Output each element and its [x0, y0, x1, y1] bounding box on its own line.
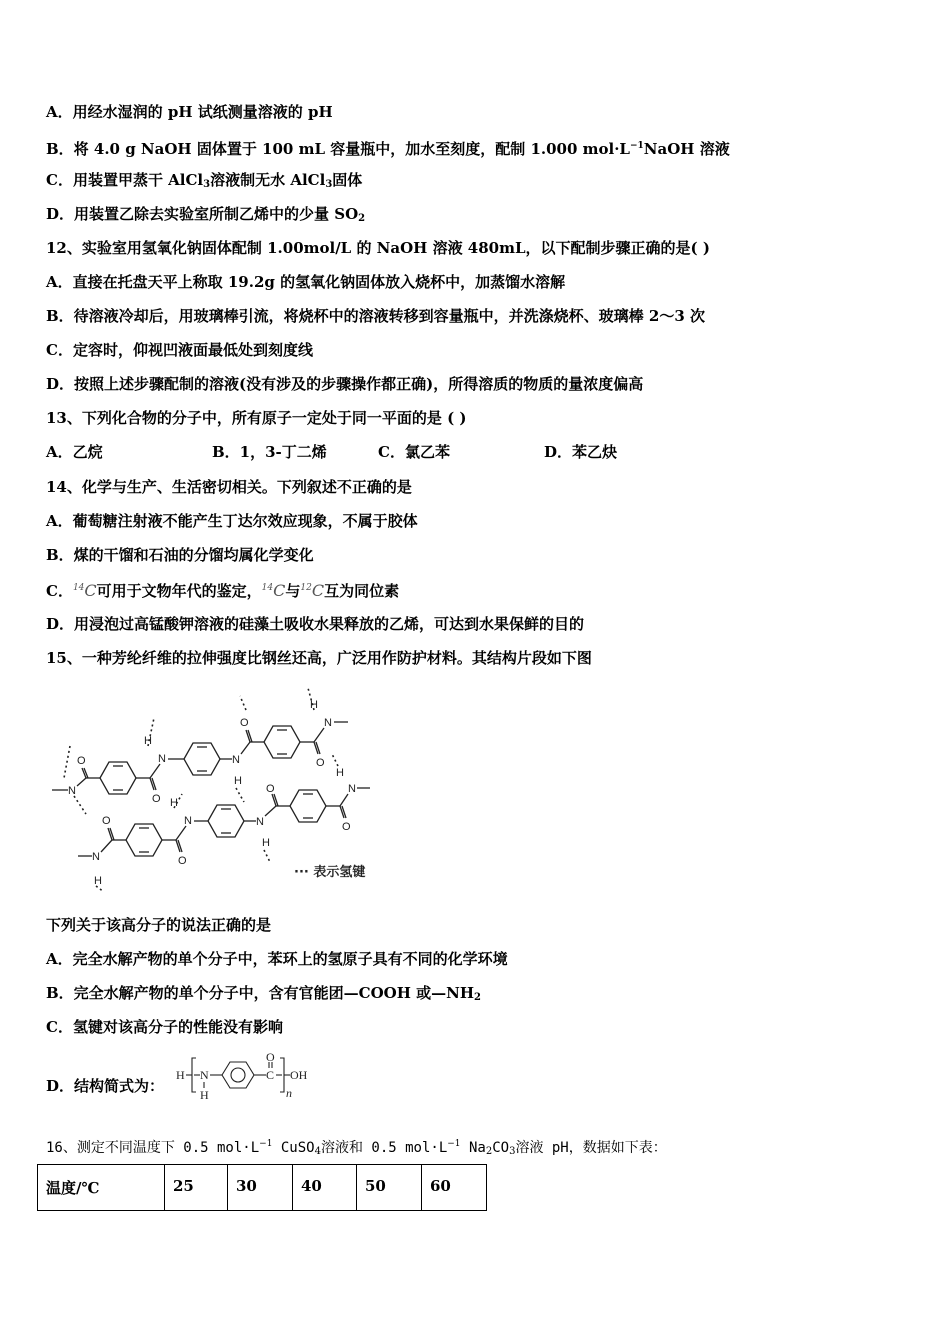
table-cell: 30 [228, 1165, 293, 1211]
figure-legend [294, 864, 365, 880]
svg-text:H: H [262, 837, 270, 849]
svg-text:H: H [234, 775, 242, 787]
svg-text:C: C [266, 1068, 275, 1082]
svg-text:H: H [176, 1068, 185, 1082]
q15-option-d: D．结构简式为： [46, 1077, 165, 1095]
svg-text:N: N [158, 753, 166, 765]
svg-text:O: O [266, 1052, 275, 1064]
svg-text:H: H [200, 1088, 209, 1102]
svg-text:O: O [77, 755, 86, 767]
benzene-ring [290, 790, 326, 822]
q15-option-b: B．完全水解产物的单个分子中，含有官能团—COOH 或$—NH_2$ [46, 984, 481, 1003]
q13-option-b: B．1，3-丁二烯 [212, 443, 327, 461]
table-cell: 60 [422, 1165, 487, 1211]
table-cell: 温度/℃ [38, 1165, 165, 1211]
svg-text:H: H [170, 797, 178, 809]
table-row [38, 1165, 487, 1211]
svg-text:N: N [348, 783, 356, 795]
q12-option-c: C．定容时，仰视凹液面最低处到刻度线 [46, 341, 313, 359]
q14-option-d: D．用浸泡过高锰酸钾溶液的硅藻土吸收水果释放的乙烯，可达到水果保鲜的目的 [46, 615, 585, 633]
q11-option-c: C．用装置甲蒸干 AlCl$_3$溶液制无水 AlCl$_3$固体 [46, 171, 363, 190]
benzene-ring [264, 726, 300, 758]
isotope-c12: $^{12}$C [300, 581, 325, 600]
q16-stem: 16、测定不同温度下 0.5 $mol\cdot L^{-1}$ CuSO$_4$溶液和 0.5 $mol\cdot L^{-1}$ $Na_2CO_3$溶液 pH，数据如下表： [46, 1139, 667, 1157]
svg-text:O: O [152, 793, 161, 805]
q12-option-b: B．待溶液冷却后，用玻璃棒引流，将烧杯中的溶液转移到容量瓶中，并洗涤烧杯、玻璃棒 2～3 次 [46, 307, 706, 325]
svg-text:H: H [94, 875, 102, 887]
svg-text:O: O [342, 821, 351, 833]
table-cell: 25 [165, 1165, 228, 1211]
polymer-formula [174, 1052, 324, 1104]
q12-option-d: D．按照上述步骤配制的溶液(没有涉及的步骤操作都正确)，所得溶质的物质的量浓度偏高 [46, 375, 644, 393]
q14-stem: 14、化学与生产、生活密切相关。下列叙述不正确的是 [46, 478, 412, 496]
benzene-ring [126, 824, 162, 856]
isotope-c14-ref: $^{14}$C [261, 581, 286, 600]
atom-n: N [68, 785, 76, 797]
q11-option-b: B．将 4.0 g NaOH 固体置于 100 mL 容量瓶中，加水至刻度，配制 1.000 $mol\cdot L^{-1}NaOH$ 溶液 [46, 140, 730, 158]
svg-text:OH: OH [290, 1068, 308, 1082]
q13-options [46, 442, 846, 462]
svg-text:n: n [286, 1086, 292, 1100]
svg-text:N: N [232, 754, 240, 766]
q13-option-c: C．氯乙苯 [378, 443, 450, 461]
temperature-table [37, 1164, 487, 1211]
svg-text:O: O [178, 855, 187, 867]
benzene-ring [184, 743, 220, 775]
svg-text:N: N [256, 816, 264, 828]
q15-option-a: A．完全水解产物的单个分子中，苯环上的氢原子具有不同的化学环境 [46, 950, 508, 968]
svg-text:O: O [102, 815, 111, 827]
q15-stem: 15、一种芳纶纤维的拉伸强度比钢丝还高，广泛用作防护材料。其结构片段如下图 [46, 649, 592, 667]
table-cell: 50 [357, 1165, 422, 1211]
svg-text:H: H [336, 767, 344, 779]
q11-option-a: A．用经水湿润的 pH 试纸测量溶液的 pH [46, 103, 333, 121]
q12-stem: 12、实验室用氢氧化钠固体配制 1.00mol/L 的 NaOH 溶液 480mL，以下配制步骤正确的是( ) [46, 239, 710, 257]
q14-option-a: A．葡萄糖注射液不能产生丁达尔效应现象，不属于胶体 [46, 512, 418, 530]
hydrogen-bonds [64, 688, 338, 892]
svg-text:N: N [324, 717, 332, 729]
svg-text:N: N [92, 851, 100, 863]
svg-text:H: H [144, 735, 152, 747]
benzene-ring [100, 762, 136, 794]
table-cell: 40 [293, 1165, 357, 1211]
q13-stem: 13、下列化合物的分子中，所有原子一定处于同一平面的是 ( ) [46, 409, 467, 427]
svg-text:O: O [266, 783, 275, 795]
q15-option-c: C．氢键对该高分子的性能没有影响 [46, 1018, 283, 1036]
q12-option-a: A．直接在托盘天平上称取 19.2g 的氢氧化钠固体放入烧杯中，加蒸馏水溶解 [46, 273, 566, 291]
q13-option-a: A．乙烷 [46, 443, 103, 461]
q14-option-b: B．煤的干馏和石油的分馏均属化学变化 [46, 546, 314, 564]
q14-option-c: C．$^{14}$C可用于文物年代的鉴定，$^{14}$C与$^{12}$C互为同位素 [46, 581, 400, 600]
svg-text:H: H [310, 699, 318, 711]
isotope-c14: $^{14}$C [72, 581, 97, 600]
svg-text:N: N [200, 1068, 209, 1082]
aramid-structure-figure [44, 684, 404, 892]
benzene-ring [222, 1062, 254, 1088]
svg-text:O: O [240, 717, 249, 729]
q13-option-d: D．苯乙炔 [544, 443, 618, 461]
svg-text:N: N [184, 815, 192, 827]
svg-text:O: O [316, 757, 325, 769]
q15-sub-stem: 下列关于该高分子的说法正确的是 [46, 916, 272, 934]
benzene-ring [208, 805, 244, 837]
q11-option-d: D．用装置乙除去实验室所制乙烯中的少量 $SO_2$ [46, 205, 366, 224]
svg-text:··· 表示氢键: ··· 表示氢键 [294, 865, 366, 880]
